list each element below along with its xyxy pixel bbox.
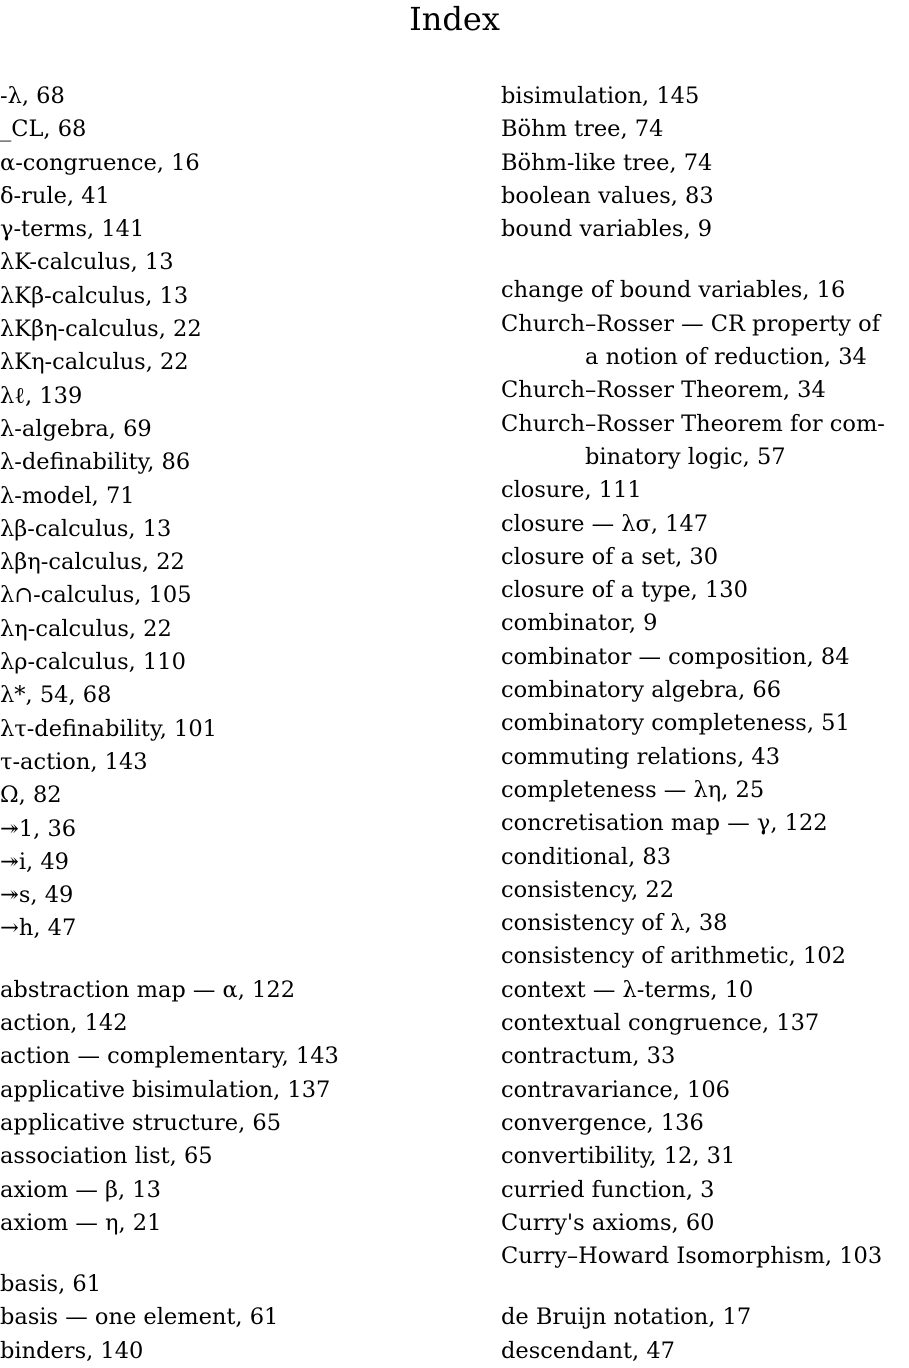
index-group-gap	[501, 1273, 909, 1301]
index-entry: convertibility, 12, 31	[501, 1143, 736, 1170]
index-entry: closure, 111	[501, 477, 642, 504]
index-entry: completeness — λη, 25	[501, 776, 765, 803]
index-entry: τ-action, 143	[0, 748, 148, 775]
index-entry: Curry–Howard Isomorphism, 103	[501, 1243, 883, 1270]
index-entry: action, 142	[0, 1010, 128, 1037]
index-group-gap	[0, 1240, 460, 1268]
index-entry: basis, 61	[0, 1271, 102, 1298]
index-entry: Ω, 82	[0, 782, 62, 809]
index-entry-continuation: a notion of reduction, 34	[585, 344, 867, 371]
index-entry: convergence, 136	[501, 1109, 704, 1136]
index-entry: de Bruijn notation, 17	[501, 1304, 752, 1331]
index-entry: λ∩-calculus, 105	[0, 582, 192, 609]
index-group-gap	[0, 946, 460, 974]
index-entry: context — λ-terms, 10	[501, 976, 754, 1003]
index-entry: association list, 65	[0, 1143, 213, 1170]
index-entry: Böhm-like tree, 74	[501, 149, 713, 176]
page-title: Index	[409, 0, 500, 38]
index-entry: binders, 140	[0, 1337, 144, 1364]
index-entry: →h, 47	[0, 915, 77, 942]
index-entry: abstraction map — α, 122	[0, 976, 296, 1003]
index-entry: bisimulation, 145	[501, 83, 700, 109]
index-entry: combinator — composition, 84	[501, 643, 850, 670]
index-entry: ↠1, 36	[0, 815, 77, 842]
index-entry: Böhm tree, 74	[501, 116, 664, 143]
index-entry: closure of a set, 30	[501, 543, 719, 570]
index-entry: λβη-calculus, 22	[0, 549, 185, 576]
index-column-left	[0, 80, 460, 1368]
index-entry: conditional, 83	[501, 843, 672, 870]
index-entry: contextual congruence, 137	[501, 1010, 820, 1037]
index-entry-continuation: binatory logic, 57	[585, 443, 786, 470]
index-entry: λ-algebra, 69	[0, 415, 152, 442]
index-entry: γ-terms, 141	[0, 216, 145, 243]
index-entry: concretisation map — γ, 122	[501, 810, 828, 837]
index-entry: Church–Rosser Theorem, 34	[501, 377, 826, 404]
index-entry: λρ-calculus, 110	[0, 649, 186, 676]
index-entry: Church–Rosser — CR property of	[501, 310, 881, 337]
index-entry: consistency, 22	[501, 876, 675, 903]
index-entry: λη-calculus, 22	[0, 615, 172, 642]
index-entry: λ-model, 71	[0, 482, 135, 509]
index-entry: -λ, 68	[0, 83, 65, 109]
index-entry: contractum, 33	[501, 1043, 676, 1070]
index-entry: λℓ, 139	[0, 382, 83, 409]
index-entry: λ-definability, 86	[0, 449, 191, 476]
index-entry: commuting relations, 43	[501, 743, 781, 770]
index-entry: curried function, 3	[501, 1176, 715, 1203]
index-entry: contravariance, 106	[501, 1076, 730, 1103]
index-entry: ↠s, 49	[0, 882, 74, 909]
index-entry: basis — one element, 61	[0, 1304, 279, 1331]
index-entry: δ-rule, 41	[0, 182, 110, 209]
index-entry: λKη-calculus, 22	[0, 349, 189, 376]
index-group-gap	[501, 246, 909, 274]
index-entry: combinatory algebra, 66	[501, 677, 782, 704]
index-entry: closure — λσ, 147	[501, 510, 709, 537]
index-entry: consistency of λ, 38	[501, 910, 728, 937]
index-entry: Curry's axioms, 60	[501, 1209, 715, 1236]
index-entry: axiom — η, 21	[0, 1209, 162, 1236]
index-entry: λτ-definability, 101	[0, 715, 217, 742]
index-entry: λKβη-calculus, 22	[0, 316, 202, 343]
index-entry: boolean values, 83	[501, 182, 714, 209]
index-entry: applicative bisimulation, 137	[0, 1076, 331, 1103]
index-entry: descendant, 47	[501, 1337, 675, 1364]
index-entry: α-congruence, 16	[0, 149, 200, 176]
index-entry: combinator, 9	[501, 610, 658, 637]
index-column-right	[501, 80, 909, 1368]
index-entry: combinatory completeness, 51	[501, 710, 850, 737]
index-entry: change of bound variables, 16	[501, 277, 846, 304]
index-entry: λβ-calculus, 13	[0, 515, 172, 542]
index-entry: axiom — β, 13	[0, 1176, 161, 1203]
index-entry: λKβ-calculus, 13	[0, 282, 189, 309]
index-entry: ↠i, 49	[0, 848, 69, 875]
index-entry: applicative structure, 65	[0, 1109, 282, 1136]
index-entry: bound variables, 9	[501, 216, 713, 243]
index-entry: Church–Rosser Theorem for com-	[501, 410, 885, 437]
index-entry: action — complementary, 143	[0, 1043, 339, 1070]
index-entry: closure of a type, 130	[501, 577, 748, 604]
index-entry: λK-calculus, 13	[0, 249, 174, 276]
index-entry: λ*, 54, 68	[0, 682, 112, 709]
index-entry: _CL, 68	[0, 116, 87, 143]
index-entry: consistency of arithmetic, 102	[501, 943, 846, 970]
